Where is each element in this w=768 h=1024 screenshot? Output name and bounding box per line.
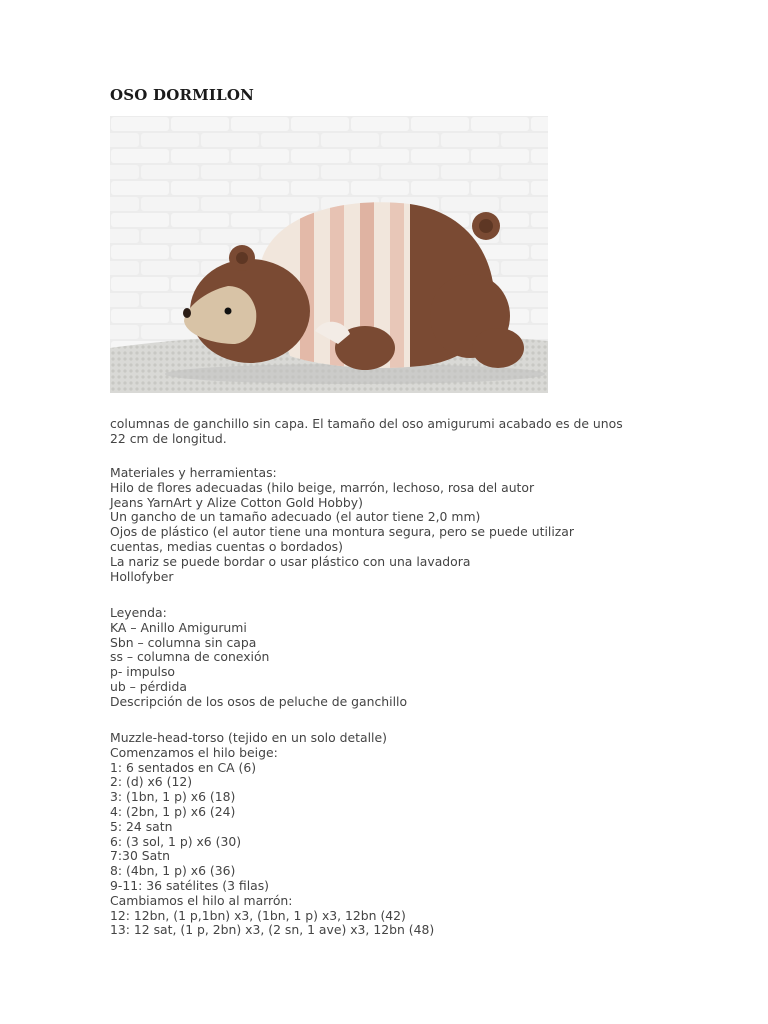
- pattern-heading: Muzzle-head-torso (tejido en un solo detalle): [110, 730, 387, 745]
- pattern-line: 4: (2bn, 1 p) x6 (24): [110, 803, 236, 819]
- pattern-line: 1: 6 sentados en CA (6): [110, 759, 257, 775]
- legend-heading: Leyenda:: [110, 605, 167, 620]
- pattern-line: 13: 12 sat, (1 p, 2bn) x3, (2 sn, 1 ave) x3, 12bn (48): [110, 922, 435, 938]
- pattern-line: 3: (1bn, 1 p) x6 (18): [110, 789, 236, 805]
- intro-paragraph: [110, 417, 623, 447]
- pattern-line: 6: (3 sol, 1 p) x6 (30): [110, 833, 242, 849]
- materials-heading: Materiales y herramientas:: [110, 465, 277, 480]
- pattern-line: 7:30 Satn: [110, 848, 170, 864]
- pattern-line: 9-11: 36 satélites (3 filas): [110, 877, 270, 893]
- crochet-bear-photo: [110, 116, 548, 393]
- legend-line: ss – columna de conexión: [110, 649, 270, 665]
- legend-line: Sbn – columna sin capa: [110, 634, 257, 650]
- legend-section: [110, 606, 407, 710]
- materials-line: Jeans YarnArt y Alize Cotton Gold Hobby): [110, 494, 363, 510]
- legend-line: KA – Anillo Amigurumi: [110, 619, 247, 635]
- materials-line: Hilo de flores adecuadas (hilo beige, marrón, lechoso, rosa del autor: [110, 479, 535, 495]
- pattern-line: 5: 24 satn: [110, 818, 173, 834]
- legend-line: p- impulso: [110, 664, 175, 680]
- pattern-section: [110, 731, 434, 938]
- pattern-line: Comenzamos el hilo beige:: [110, 744, 278, 760]
- legend-line: Descripción de los osos de peluche de ganchillo: [110, 693, 408, 709]
- intro-line: 22 cm de longitud.: [110, 430, 227, 446]
- document-title: OSO DORMILON: [110, 86, 255, 104]
- legend-line: ub – pérdida: [110, 678, 187, 694]
- materials-line: Hollofyber: [110, 568, 174, 584]
- materials-line: La nariz se puede bordar o usar plástico con una lavadora: [110, 553, 471, 569]
- pattern-line: 12: 12bn, (1 p,1bn) x3, (1bn, 1 p) x3, 12bn (42): [110, 907, 406, 923]
- materials-line: Ojos de plástico (el autor tiene una montura segura, pero se puede utilizar: [110, 524, 574, 540]
- materials-line: Un gancho de un tamaño adecuado (el autor tiene 2,0 mm): [110, 509, 481, 525]
- pattern-line: Cambiamos el hilo al marrón:: [110, 892, 293, 908]
- materials-section: [110, 466, 574, 584]
- pattern-line: 2: (d) x6 (12): [110, 774, 193, 790]
- materials-line: cuentas, medias cuentas o bordados): [110, 538, 343, 554]
- pattern-line: 8: (4bn, 1 p) x6 (36): [110, 863, 236, 879]
- intro-line: columnas de ganchillo sin capa. El tamaño del oso amigurumi acabado es de unos: [110, 416, 623, 431]
